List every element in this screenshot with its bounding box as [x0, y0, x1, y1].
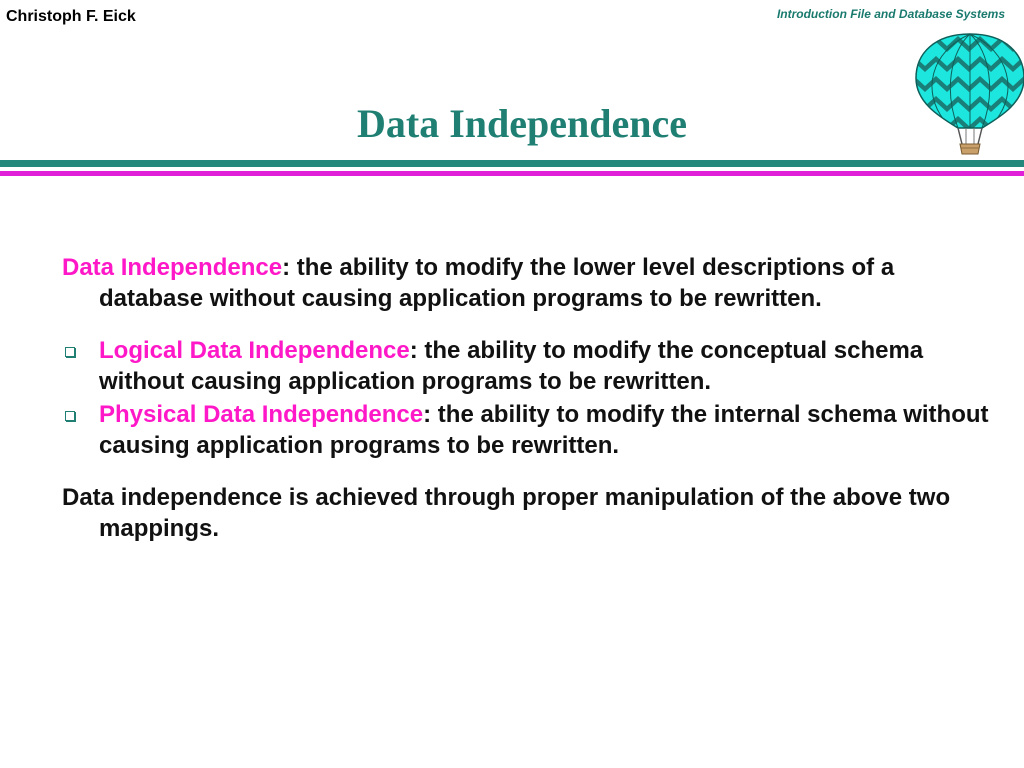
bullet-term: Physical Data Independence: [99, 401, 424, 428]
course-title: Introduction File and Database Systems: [776, 7, 1005, 21]
header-rule-teal: [0, 160, 1024, 167]
definition-text: : the ability to modify the lower level descriptions of a database without causing application programs to be rewritten.: [99, 254, 895, 312]
slide-title: Data Independence: [356, 101, 688, 146]
bullet-item-physical: [62, 399, 992, 461]
header-rule-magenta: [0, 171, 1024, 176]
closing-paragraph: Data independence is achieved through proper manipulation of the above two mappings.: [62, 484, 951, 542]
bullet-text: : the ability to modify the internal schema without causing application programs to be rewritten.: [99, 401, 989, 459]
bullet-list: [62, 335, 992, 461]
square-bullet-icon: [65, 411, 75, 421]
square-bullet-icon: [65, 347, 75, 357]
author-name: Christoph F. Eick: [6, 8, 136, 25]
definition-paragraph: [62, 252, 992, 314]
bullet-item-logical: [62, 335, 992, 397]
slide-body: [62, 252, 992, 544]
definition-term: Data Independence: [62, 254, 283, 281]
bullet-text: : the ability to modify the conceptual schema without causing application programs to be rewritten.: [99, 337, 924, 395]
bullet-term: Logical Data Independence: [99, 337, 410, 364]
